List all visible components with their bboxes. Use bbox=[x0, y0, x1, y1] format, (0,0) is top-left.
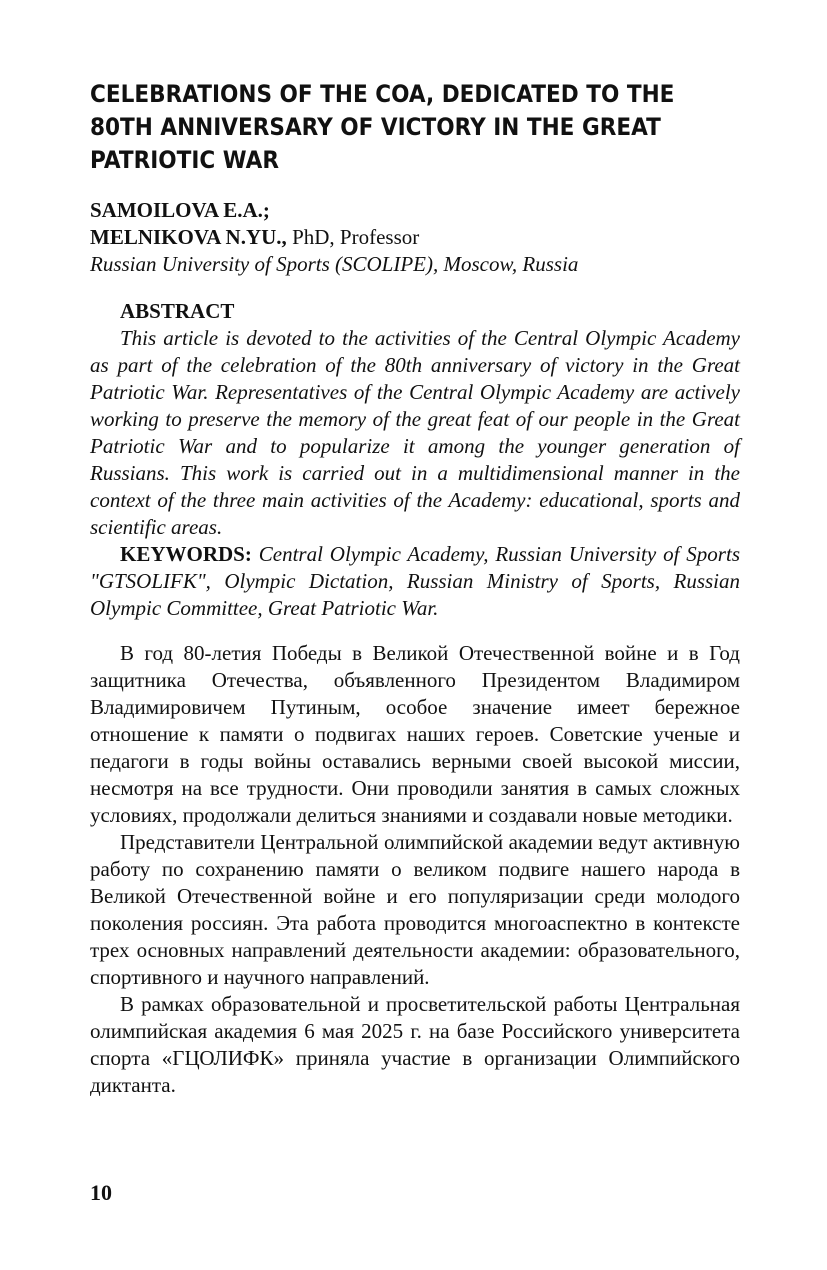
page-number: 10 bbox=[90, 1180, 112, 1205]
article-page bbox=[90, 78, 740, 1099]
body-paragraph-2: Представители Центральной олимпийской академии ведут активную работу по сохранению памяти о великом подвиге нашего народа в Великой Отечественной войне и его популяризации среди молодого поколения россиян. Эта работа проводится многоаспектно в контексте трех основных направлений деятельности академии: образовательного, спортивного и научного направлений. bbox=[90, 830, 740, 989]
author-2-name: MELNIKOVA N.YU., bbox=[90, 225, 287, 249]
body-paragraph-1: В год 80-летия Победы в Великой Отечественной войне и в Год защитника Отечества, объявленного Президентом Владимиром Владимировичем Путиным, особое значение имеет бережное отношение к памяти о подвигах наших героев. Советские ученые и педагоги в годы войны оставались верными своей высокой миссии, несмотря на все трудности. Они проводили занятия в самых сложных условиях, продолжали делиться знаниями и создавали новые методики. bbox=[90, 641, 740, 827]
article-title: CELEBRATIONS OF THE COA, DEDICATED TO THE 80TH ANNIVERSARY OF VICTORY IN THE GREAT PATRIOTIC WAR bbox=[90, 80, 675, 174]
author-1-name: SAMOILOVA E.A.; bbox=[90, 198, 270, 222]
author-2-credentials: PhD, Professor bbox=[286, 225, 420, 249]
author-2 bbox=[90, 224, 740, 251]
keywords-text: Central Olympic Academy, Russian University of Sports "GTSOLIFK", Olympic Dictation, Russian Ministry of Sports, Russian Olympic Committee, Great Patriotic War. bbox=[90, 542, 740, 620]
article-body bbox=[90, 640, 740, 1099]
keywords-paragraph bbox=[90, 541, 740, 622]
author-affiliation: Russian University of Sports (SCOLIPE), Moscow, Russia bbox=[90, 252, 579, 276]
abstract-section bbox=[90, 298, 740, 622]
author-1 bbox=[90, 197, 740, 224]
keywords-label: KEYWORDS: bbox=[120, 542, 252, 566]
body-paragraph-3: В рамках образовательной и просветительской работы Центральная олимпийская академия 6 мая 2025 г. на базе Российского университета спорта «ГЦОЛИФК» приняла участие в организации Олимпийского диктанта. bbox=[90, 992, 740, 1097]
author-block bbox=[90, 197, 740, 278]
abstract-heading: ABSTRACT bbox=[120, 299, 235, 323]
abstract-text: This article is devoted to the activities of the Central Olympic Academy as part of the celebration of the 80th anniversary of victory in the Great Patriotic War. Representatives of the Central Olympic Academy are actively working to preserve the memory of the great feat of our people in the Great Patriotic War and to popularize it among the younger generation of Russians. This work is carried out in a multidimensional manner in the context of the three main activities of the Academy: educational, sports and scientific areas. bbox=[90, 326, 740, 539]
